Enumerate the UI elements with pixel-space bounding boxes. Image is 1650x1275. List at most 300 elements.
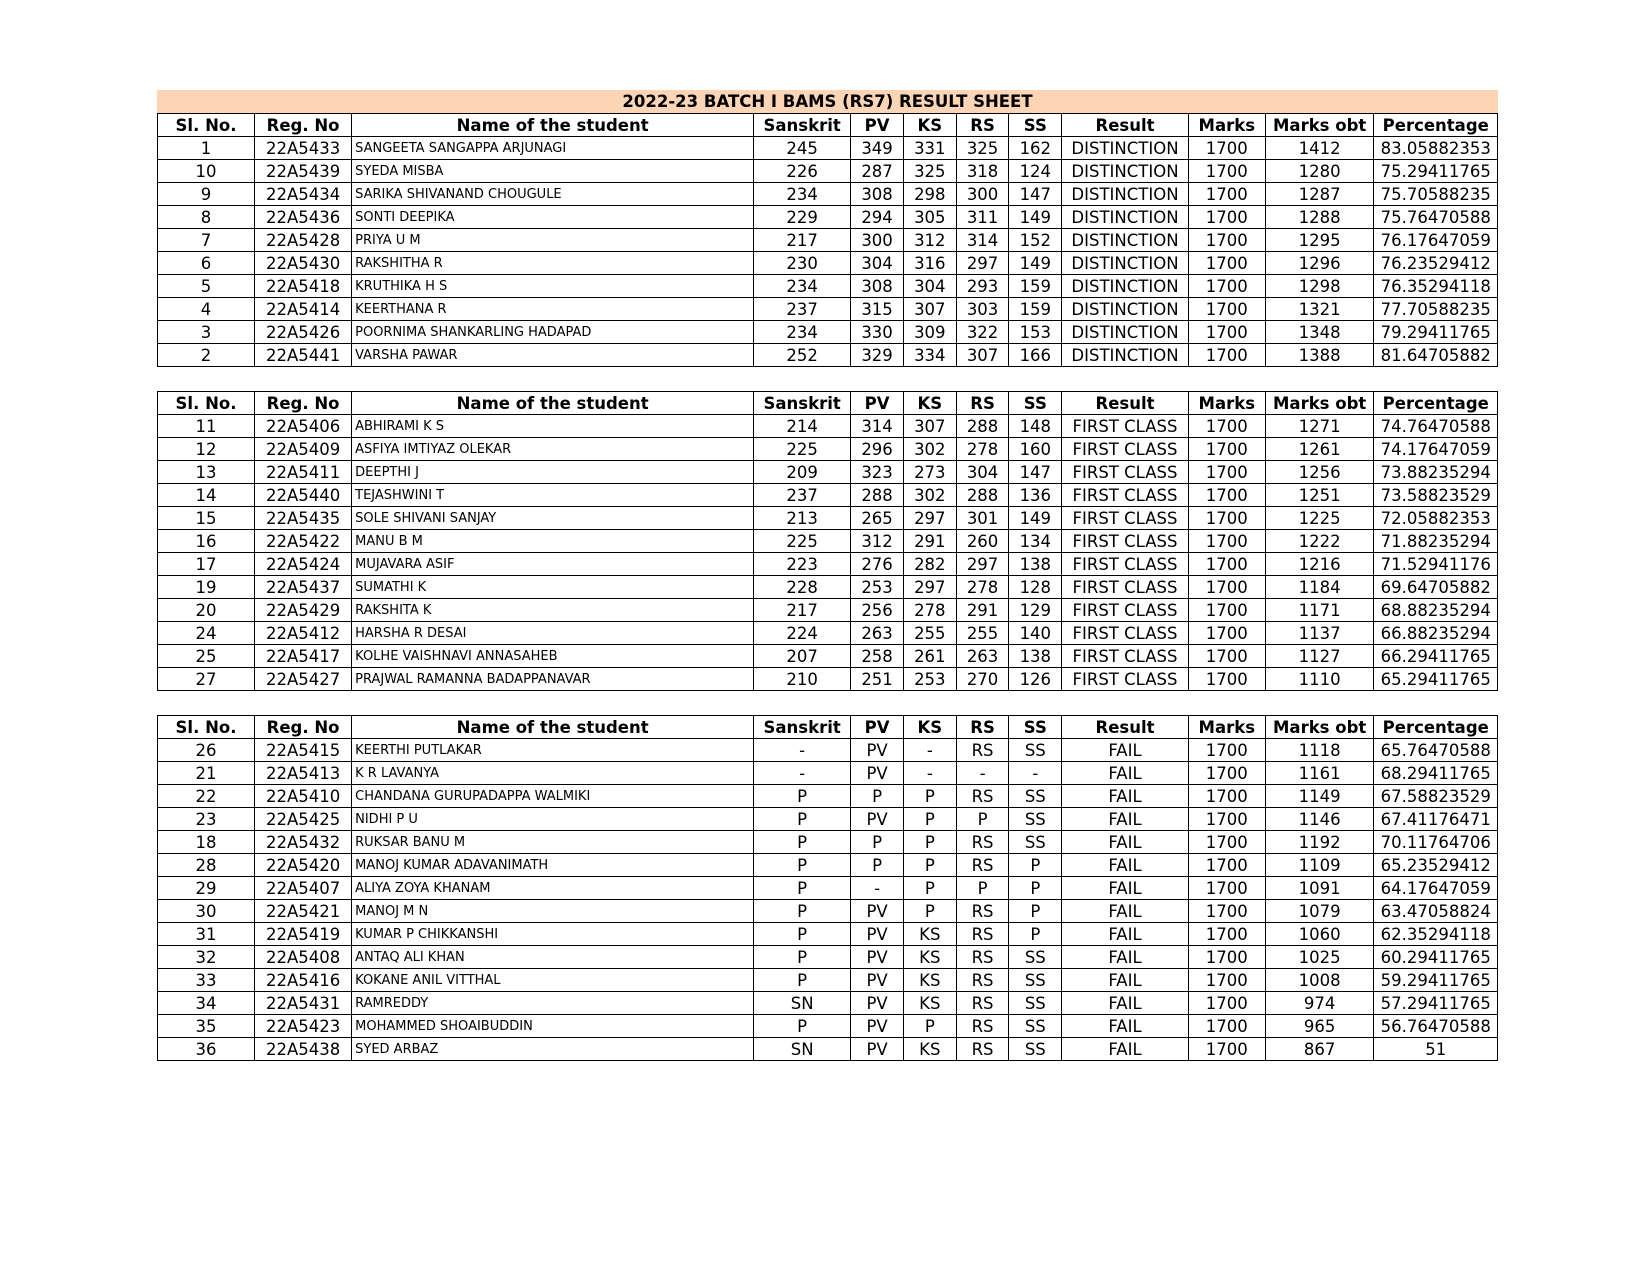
cell-sl-no: 9 (158, 183, 255, 206)
section-gap (157, 367, 1498, 391)
cell-ss: 149 (1009, 507, 1062, 530)
cell-marks: 1700 (1188, 831, 1265, 854)
cell-ss: - (1009, 762, 1062, 785)
cell-sl-no: 33 (158, 969, 255, 992)
result-sections (157, 113, 1498, 1061)
table-row (158, 530, 1498, 553)
cell-ss: SS (1009, 831, 1062, 854)
cell-rs: 293 (956, 275, 1009, 298)
cell-sl-no: 5 (158, 275, 255, 298)
cell-ss: 129 (1009, 599, 1062, 622)
cell-student-name: SYED ARBAZ (352, 1038, 754, 1061)
cell-reg-no: 22A5421 (255, 900, 352, 923)
table-row (158, 831, 1498, 854)
cell-student-name: SONTI DEEPIKA (352, 206, 754, 229)
table-row (158, 461, 1498, 484)
cell-sanskrit: 226 (754, 160, 851, 183)
cell-result: DISTINCTION (1062, 137, 1189, 160)
header-sl-no: Sl. No. (158, 392, 255, 415)
cell-sanskrit: P (754, 1015, 851, 1038)
cell-pv: 276 (851, 553, 904, 576)
cell-ks: P (903, 877, 956, 900)
cell-ss: P (1009, 923, 1062, 946)
cell-rs: RS (956, 831, 1009, 854)
cell-marks-obt: 1388 (1265, 344, 1374, 367)
cell-percentage: 67.41176471 (1374, 808, 1498, 831)
cell-marks: 1700 (1188, 739, 1265, 762)
cell-reg-no: 22A5439 (255, 160, 352, 183)
header-ks: KS (903, 716, 956, 739)
cell-marks-obt: 1222 (1265, 530, 1374, 553)
cell-reg-no: 22A5410 (255, 785, 352, 808)
cell-percentage: 77.70588235 (1374, 298, 1498, 321)
cell-sanskrit: 225 (754, 530, 851, 553)
cell-ks: 307 (903, 415, 956, 438)
cell-marks: 1700 (1188, 877, 1265, 900)
table-row (158, 785, 1498, 808)
table-row (158, 599, 1498, 622)
cell-student-name: MANU B M (352, 530, 754, 553)
table-row (158, 762, 1498, 785)
cell-reg-no: 22A5419 (255, 923, 352, 946)
cell-pv: 304 (851, 252, 904, 275)
cell-ss: SS (1009, 946, 1062, 969)
cell-pv: 312 (851, 530, 904, 553)
cell-ss: 162 (1009, 137, 1062, 160)
cell-ks: 304 (903, 275, 956, 298)
cell-sl-no: 4 (158, 298, 255, 321)
cell-marks: 1700 (1188, 946, 1265, 969)
cell-result: FIRST CLASS (1062, 645, 1189, 668)
cell-marks-obt: 965 (1265, 1015, 1374, 1038)
cell-marks: 1700 (1188, 854, 1265, 877)
cell-percentage: 83.05882353 (1374, 137, 1498, 160)
table-row (158, 992, 1498, 1015)
cell-ks: 307 (903, 298, 956, 321)
cell-reg-no: 22A5440 (255, 484, 352, 507)
cell-reg-no: 22A5424 (255, 553, 352, 576)
cell-marks-obt: 1321 (1265, 298, 1374, 321)
cell-sl-no: 15 (158, 507, 255, 530)
cell-sanskrit: 229 (754, 206, 851, 229)
cell-reg-no: 22A5406 (255, 415, 352, 438)
cell-pv: PV (851, 739, 904, 762)
cell-marks-obt: 1192 (1265, 831, 1374, 854)
cell-result: FAIL (1062, 992, 1189, 1015)
cell-sanskrit: SN (754, 1038, 851, 1061)
cell-result: FAIL (1062, 923, 1189, 946)
cell-result: FAIL (1062, 1038, 1189, 1061)
cell-percentage: 73.88235294 (1374, 461, 1498, 484)
cell-marks: 1700 (1188, 969, 1265, 992)
cell-percentage: 60.29411765 (1374, 946, 1498, 969)
cell-sanskrit: 245 (754, 137, 851, 160)
cell-ks: P (903, 900, 956, 923)
cell-percentage: 65.76470588 (1374, 739, 1498, 762)
cell-reg-no: 22A5430 (255, 252, 352, 275)
cell-pv: 323 (851, 461, 904, 484)
cell-sanskrit: P (754, 946, 851, 969)
cell-ks: 278 (903, 599, 956, 622)
cell-result: FAIL (1062, 854, 1189, 877)
cell-marks: 1700 (1188, 137, 1265, 160)
cell-percentage: 66.88235294 (1374, 622, 1498, 645)
result-table-3 (157, 715, 1498, 1061)
cell-result: DISTINCTION (1062, 160, 1189, 183)
cell-pv: PV (851, 1038, 904, 1061)
cell-rs: RS (956, 785, 1009, 808)
cell-ks: KS (903, 923, 956, 946)
cell-sl-no: 34 (158, 992, 255, 1015)
cell-rs: RS (956, 900, 1009, 923)
cell-rs: 270 (956, 668, 1009, 691)
table-row (158, 739, 1498, 762)
cell-ss: 126 (1009, 668, 1062, 691)
header-result: Result (1062, 114, 1189, 137)
header-percentage: Percentage (1374, 392, 1498, 415)
table-row (158, 854, 1498, 877)
cell-sanskrit: 234 (754, 275, 851, 298)
header-pv: PV (851, 392, 904, 415)
cell-rs: 301 (956, 507, 1009, 530)
table-row (158, 438, 1498, 461)
header-reg-no: Reg. No (255, 392, 352, 415)
cell-marks: 1700 (1188, 344, 1265, 367)
header-marks: Marks (1188, 716, 1265, 739)
cell-student-name: VARSHA PAWAR (352, 344, 754, 367)
cell-percentage: 74.76470588 (1374, 415, 1498, 438)
cell-ss: 159 (1009, 298, 1062, 321)
table-row (158, 298, 1498, 321)
cell-student-name: KUMAR P CHIKKANSHI (352, 923, 754, 946)
cell-ss: SS (1009, 1015, 1062, 1038)
header-sanskrit: Sanskrit (754, 114, 851, 137)
header-sanskrit: Sanskrit (754, 716, 851, 739)
cell-reg-no: 22A5438 (255, 1038, 352, 1061)
cell-rs: RS (956, 1015, 1009, 1038)
cell-percentage: 71.88235294 (1374, 530, 1498, 553)
cell-result: FIRST CLASS (1062, 461, 1189, 484)
cell-marks-obt: 1271 (1265, 415, 1374, 438)
cell-result: FIRST CLASS (1062, 438, 1189, 461)
cell-reg-no: 22A5428 (255, 229, 352, 252)
table-row (158, 923, 1498, 946)
cell-marks-obt: 1109 (1265, 854, 1374, 877)
cell-percentage: 57.29411765 (1374, 992, 1498, 1015)
cell-sanskrit: 223 (754, 553, 851, 576)
cell-result: FIRST CLASS (1062, 530, 1189, 553)
table-row (158, 344, 1498, 367)
cell-pv: 294 (851, 206, 904, 229)
cell-student-name: DEEPTHI J (352, 461, 754, 484)
header-marks: Marks (1188, 114, 1265, 137)
cell-rs: 322 (956, 321, 1009, 344)
header-student-name: Name of the student (352, 114, 754, 137)
cell-result: FIRST CLASS (1062, 507, 1189, 530)
cell-ks: 291 (903, 530, 956, 553)
cell-ks: 325 (903, 160, 956, 183)
cell-ks: KS (903, 992, 956, 1015)
table-row (158, 252, 1498, 275)
cell-rs: 325 (956, 137, 1009, 160)
cell-result: DISTINCTION (1062, 275, 1189, 298)
cell-ss: SS (1009, 808, 1062, 831)
cell-marks-obt: 1225 (1265, 507, 1374, 530)
cell-student-name: KEERTHI PUTLAKAR (352, 739, 754, 762)
cell-sanskrit: P (754, 969, 851, 992)
cell-reg-no: 22A5412 (255, 622, 352, 645)
header-marks: Marks (1188, 392, 1265, 415)
cell-result: FAIL (1062, 877, 1189, 900)
cell-student-name: RUKSAR BANU M (352, 831, 754, 854)
cell-pv: 251 (851, 668, 904, 691)
cell-marks: 1700 (1188, 553, 1265, 576)
table-row (158, 553, 1498, 576)
cell-student-name: PRIYA U M (352, 229, 754, 252)
cell-ks: - (903, 739, 956, 762)
cell-result: FAIL (1062, 900, 1189, 923)
cell-rs: 304 (956, 461, 1009, 484)
cell-sanskrit: 209 (754, 461, 851, 484)
cell-pv: PV (851, 992, 904, 1015)
cell-ss: 138 (1009, 553, 1062, 576)
cell-student-name: RAKSHITA K (352, 599, 754, 622)
header-pv: PV (851, 716, 904, 739)
cell-reg-no: 22A5423 (255, 1015, 352, 1038)
header-marks-obt: Marks obt (1265, 114, 1374, 137)
cell-ks: 298 (903, 183, 956, 206)
cell-sanskrit: 237 (754, 484, 851, 507)
cell-student-name: MUJAVARA ASIF (352, 553, 754, 576)
cell-marks: 1700 (1188, 160, 1265, 183)
cell-ks: 261 (903, 645, 956, 668)
cell-reg-no: 22A5414 (255, 298, 352, 321)
cell-pv: 329 (851, 344, 904, 367)
cell-marks-obt: 1008 (1265, 969, 1374, 992)
cell-ss: 138 (1009, 645, 1062, 668)
cell-ss: 136 (1009, 484, 1062, 507)
cell-student-name: HARSHA R DESAI (352, 622, 754, 645)
cell-percentage: 73.58823529 (1374, 484, 1498, 507)
cell-pv: 314 (851, 415, 904, 438)
cell-reg-no: 22A5435 (255, 507, 352, 530)
cell-marks-obt: 1298 (1265, 275, 1374, 298)
cell-sl-no: 24 (158, 622, 255, 645)
cell-sl-no: 19 (158, 576, 255, 599)
cell-sanskrit: - (754, 762, 851, 785)
table-row (158, 877, 1498, 900)
cell-pv: PV (851, 969, 904, 992)
cell-marks: 1700 (1188, 992, 1265, 1015)
cell-student-name: KOLHE VAISHNAVI ANNASAHEB (352, 645, 754, 668)
cell-marks: 1700 (1188, 785, 1265, 808)
cell-sanskrit: SN (754, 992, 851, 1015)
cell-sl-no: 10 (158, 160, 255, 183)
cell-rs: 303 (956, 298, 1009, 321)
cell-sanskrit: P (754, 900, 851, 923)
cell-marks-obt: 1025 (1265, 946, 1374, 969)
cell-reg-no: 22A5415 (255, 739, 352, 762)
cell-rs: 255 (956, 622, 1009, 645)
cell-marks: 1700 (1188, 576, 1265, 599)
table-row (158, 1038, 1498, 1061)
cell-percentage: 81.64705882 (1374, 344, 1498, 367)
cell-marks: 1700 (1188, 461, 1265, 484)
cell-rs: RS (956, 992, 1009, 1015)
cell-ss: 148 (1009, 415, 1062, 438)
cell-marks: 1700 (1188, 808, 1265, 831)
cell-rs: RS (956, 946, 1009, 969)
cell-marks-obt: 1091 (1265, 877, 1374, 900)
cell-marks: 1700 (1188, 530, 1265, 553)
cell-student-name: POORNIMA SHANKARLING HADAPAD (352, 321, 754, 344)
header-pv: PV (851, 114, 904, 137)
header-rs: RS (956, 716, 1009, 739)
cell-ss: 166 (1009, 344, 1062, 367)
cell-result: FAIL (1062, 946, 1189, 969)
cell-ss: SS (1009, 1038, 1062, 1061)
table-row (158, 900, 1498, 923)
cell-ss: P (1009, 877, 1062, 900)
cell-marks-obt: 1137 (1265, 622, 1374, 645)
cell-percentage: 76.35294118 (1374, 275, 1498, 298)
cell-percentage: 71.52941176 (1374, 553, 1498, 576)
cell-ss: SS (1009, 969, 1062, 992)
cell-rs: RS (956, 969, 1009, 992)
result-table-2 (157, 391, 1498, 691)
cell-pv: 258 (851, 645, 904, 668)
cell-marks-obt: 1296 (1265, 252, 1374, 275)
cell-reg-no: 22A5431 (255, 992, 352, 1015)
cell-sanskrit: 225 (754, 438, 851, 461)
cell-reg-no: 22A5408 (255, 946, 352, 969)
cell-sl-no: 25 (158, 645, 255, 668)
cell-ks: KS (903, 1038, 956, 1061)
cell-marks: 1700 (1188, 275, 1265, 298)
cell-reg-no: 22A5420 (255, 854, 352, 877)
cell-ss: 128 (1009, 576, 1062, 599)
cell-pv: PV (851, 923, 904, 946)
cell-marks: 1700 (1188, 762, 1265, 785)
header-ss: SS (1009, 114, 1062, 137)
cell-rs: 260 (956, 530, 1009, 553)
cell-marks: 1700 (1188, 438, 1265, 461)
table-row (158, 206, 1498, 229)
cell-marks: 1700 (1188, 622, 1265, 645)
header-percentage: Percentage (1374, 114, 1498, 137)
cell-marks-obt: 867 (1265, 1038, 1374, 1061)
cell-marks-obt: 1171 (1265, 599, 1374, 622)
cell-ks: - (903, 762, 956, 785)
header-marks-obt: Marks obt (1265, 716, 1374, 739)
table-row (158, 507, 1498, 530)
cell-reg-no: 22A5417 (255, 645, 352, 668)
cell-student-name: KEERTHANA R (352, 298, 754, 321)
header-sl-no: Sl. No. (158, 114, 255, 137)
cell-rs: 311 (956, 206, 1009, 229)
cell-ks: 253 (903, 668, 956, 691)
cell-pv: 287 (851, 160, 904, 183)
cell-marks-obt: 1280 (1265, 160, 1374, 183)
header-row (158, 716, 1498, 739)
cell-student-name: MANOJ KUMAR ADAVANIMATH (352, 854, 754, 877)
header-row (158, 114, 1498, 137)
cell-percentage: 79.29411765 (1374, 321, 1498, 344)
table-row (158, 645, 1498, 668)
cell-reg-no: 22A5427 (255, 668, 352, 691)
cell-ss: 160 (1009, 438, 1062, 461)
cell-rs: RS (956, 854, 1009, 877)
cell-sl-no: 20 (158, 599, 255, 622)
cell-marks-obt: 1251 (1265, 484, 1374, 507)
cell-pv: 330 (851, 321, 904, 344)
cell-ss: 147 (1009, 183, 1062, 206)
cell-result: FAIL (1062, 739, 1189, 762)
table-row (158, 484, 1498, 507)
cell-rs: 297 (956, 553, 1009, 576)
cell-ks: P (903, 808, 956, 831)
cell-result: DISTINCTION (1062, 344, 1189, 367)
cell-result: FIRST CLASS (1062, 484, 1189, 507)
table-row (158, 576, 1498, 599)
cell-marks-obt: 1216 (1265, 553, 1374, 576)
cell-sl-no: 26 (158, 739, 255, 762)
section-gap (157, 691, 1498, 715)
cell-pv: 288 (851, 484, 904, 507)
cell-percentage: 64.17647059 (1374, 877, 1498, 900)
cell-sanskrit: 234 (754, 183, 851, 206)
cell-marks: 1700 (1188, 645, 1265, 668)
cell-ss: 140 (1009, 622, 1062, 645)
cell-ss: 152 (1009, 229, 1062, 252)
cell-student-name: CHANDANA GURUPADAPPA WALMIKI (352, 785, 754, 808)
header-ss: SS (1009, 392, 1062, 415)
cell-rs: P (956, 808, 1009, 831)
cell-sanskrit: 217 (754, 599, 851, 622)
cell-student-name: PRAJWAL RAMANNA BADAPPANAVAR (352, 668, 754, 691)
cell-result: FIRST CLASS (1062, 576, 1189, 599)
cell-marks-obt: 974 (1265, 992, 1374, 1015)
header-student-name: Name of the student (352, 392, 754, 415)
cell-ks: 255 (903, 622, 956, 645)
cell-reg-no: 22A5436 (255, 206, 352, 229)
cell-percentage: 67.58823529 (1374, 785, 1498, 808)
cell-percentage: 76.23529412 (1374, 252, 1498, 275)
cell-sl-no: 3 (158, 321, 255, 344)
cell-percentage: 69.64705882 (1374, 576, 1498, 599)
cell-result: FAIL (1062, 1015, 1189, 1038)
cell-reg-no: 22A5413 (255, 762, 352, 785)
cell-sl-no: 1 (158, 137, 255, 160)
cell-ks: KS (903, 969, 956, 992)
header-ss: SS (1009, 716, 1062, 739)
cell-ss: 124 (1009, 160, 1062, 183)
cell-result: FAIL (1062, 831, 1189, 854)
header-percentage: Percentage (1374, 716, 1498, 739)
header-rs: RS (956, 114, 1009, 137)
cell-rs: 318 (956, 160, 1009, 183)
cell-rs: RS (956, 739, 1009, 762)
cell-ks: 302 (903, 438, 956, 461)
cell-result: FAIL (1062, 969, 1189, 992)
cell-student-name: MANOJ M N (352, 900, 754, 923)
cell-sl-no: 27 (158, 668, 255, 691)
cell-pv: PV (851, 762, 904, 785)
cell-sanskrit: 224 (754, 622, 851, 645)
cell-result: FAIL (1062, 785, 1189, 808)
cell-sl-no: 12 (158, 438, 255, 461)
cell-sl-no: 36 (158, 1038, 255, 1061)
